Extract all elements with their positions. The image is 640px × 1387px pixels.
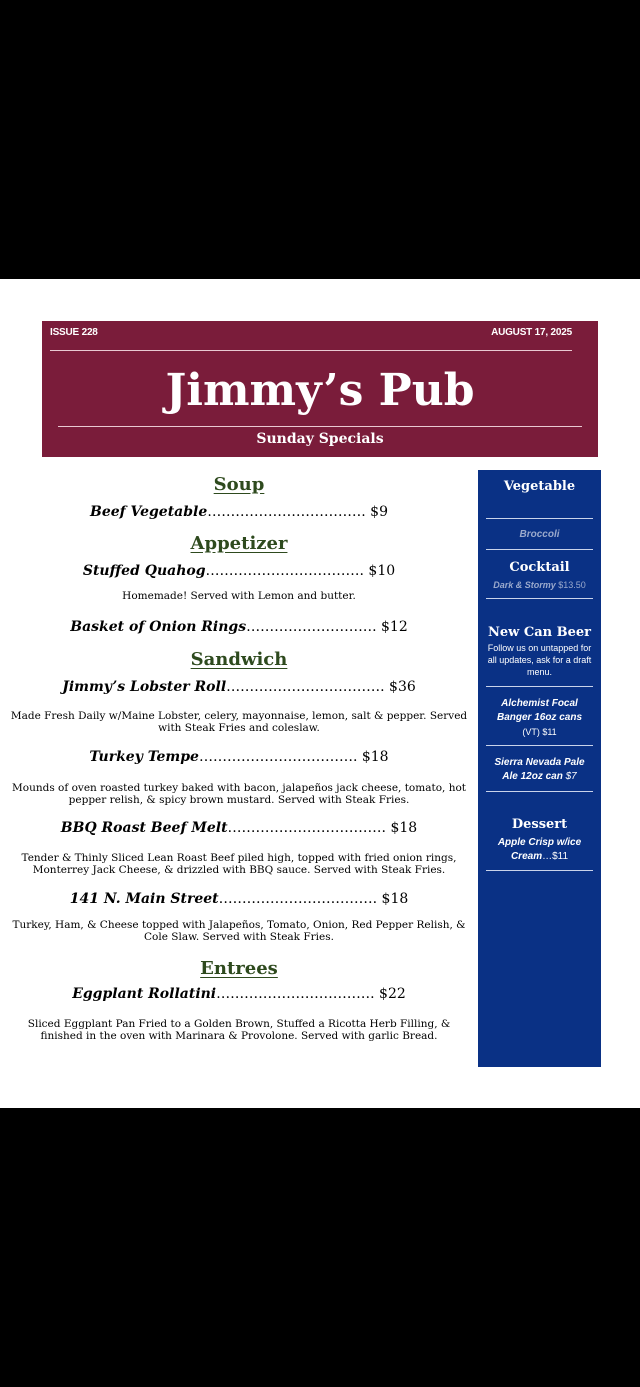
item-leader: ……………………………. (218, 891, 378, 907)
issue-number: ISSUE 228 (50, 327, 98, 338)
menu-item (0, 891, 478, 907)
sidebar-divider (486, 549, 593, 550)
section-title-entrees: Entrees (200, 958, 278, 979)
sidebar-title-cocktail: Cocktail (509, 560, 570, 575)
item-name: Jimmy’s Lobster Roll (62, 679, 227, 695)
sidebar-title-vegetable: Vegetable (503, 479, 576, 494)
beer-2-name: Sierra Nevada Pale Ale 12oz can (494, 757, 585, 782)
menu-item (0, 986, 478, 1002)
item-price: $36 (389, 679, 416, 695)
item-name: Beef Vegetable (89, 504, 208, 520)
beer-2-price: $7 (565, 771, 577, 782)
item-name: BBQ Roast Beef Melt (60, 820, 228, 836)
item-leader: ……………………………. (205, 563, 364, 579)
section-title-sandwich: Sandwich (190, 649, 288, 670)
item-leader: ……………………………. (216, 986, 375, 1002)
cocktail-name: Dark & Stormy (493, 580, 556, 590)
item-name: Basket of Onion Rings (70, 619, 247, 635)
header-banner (42, 321, 598, 457)
item-name: Eggplant Rollatini (72, 986, 217, 1002)
item-price: $12 (381, 619, 408, 635)
menu-item (0, 504, 478, 520)
beer-1-name: Alchemist Focal Banger 16oz cans (496, 698, 583, 723)
item-description: Made Fresh Daily w/Maine Lobster, celery, mayonnaise, lemon, salt & pepper. Served with Steak Fries and coleslaw. (10, 710, 468, 734)
vegetable-item: Broccoli (519, 529, 560, 540)
beer-1-detail: (VT) $11 (522, 727, 557, 737)
pub-title: Jimmy’s Pub (165, 365, 475, 416)
item-leader: ……………………………. (226, 679, 385, 695)
item-description: Turkey, Ham, & Cheese topped with Jalapeños, Tomato, Onion, Red Pepper Relish, & Cole Slaw. Served with Steak Fries. (12, 919, 466, 943)
item-leader: ……………………………. (227, 820, 386, 836)
menu-item (0, 563, 478, 579)
item-price: $18 (361, 749, 389, 765)
section-title-soup: Soup (213, 474, 265, 495)
specials-sidebar (478, 470, 601, 1067)
item-leader: ………………………. (246, 619, 377, 635)
item-price: $18 (390, 820, 418, 836)
menu-item (0, 619, 478, 635)
item-price: $10 (368, 563, 396, 579)
beer-2 (488, 756, 591, 784)
sidebar-divider (486, 745, 593, 746)
section-title-appetizer: Appetizer (190, 533, 288, 554)
issue-date: AUGUST 17, 2025 (491, 327, 572, 338)
menu-item (0, 820, 478, 836)
dessert-name: Apple Crisp w/ice Cream (497, 837, 582, 862)
menu-item (0, 749, 478, 765)
sidebar-divider (486, 518, 593, 519)
sidebar-divider (486, 870, 593, 871)
item-leader: ……………………………. (198, 749, 358, 765)
item-description: Homemade! Served with Lemon and butter. (122, 590, 356, 602)
item-price: $22 (379, 986, 406, 1002)
item-price: $18 (381, 891, 409, 907)
sidebar-title-dessert: Dessert (511, 817, 568, 832)
header-divider (50, 350, 572, 351)
dessert-price: …$11 (542, 851, 569, 862)
cocktail-price: $13.50 (558, 580, 586, 590)
item-description: Mounds of oven roasted turkey baked with bacon, jalapeños jack cheese, tomato, hot pepper relish, & spicy brown mustard. Served with Steak Fries. (12, 782, 466, 806)
header-divider (58, 426, 582, 427)
item-price: $9 (370, 504, 388, 520)
item-name: Stuffed Quahog (82, 563, 206, 579)
item-name: Turkey Tempe (89, 749, 199, 765)
page-subtitle: Sunday Specials (256, 431, 384, 447)
sidebar-title-beer: New Can Beer (488, 625, 591, 640)
item-name: 141 N. Main Street (69, 891, 219, 907)
item-leader: ……………………………. (207, 504, 366, 520)
item-description: Tender & Thinly Sliced Lean Roast Beef piled high, topped with fried onion rings, Monterrey Jack Cheese, & drizzled with BBQ sauce. Served with Steak Fries. (21, 852, 457, 876)
sidebar-divider (486, 598, 593, 599)
beer-note: Follow us on untapped for all updates, ask for a draft menu. (487, 643, 592, 677)
menu-item (0, 679, 478, 695)
sidebar-divider (486, 791, 593, 792)
menu-page (0, 279, 640, 1108)
item-description: Sliced Eggplant Pan Fried to a Golden Brown, Stuffed a Ricotta Herb Filling, & finished in the oven with Marinara & Provolone. Served with garlic Bread. (27, 1018, 451, 1042)
dessert-item (488, 836, 591, 864)
sidebar-divider (486, 686, 593, 687)
cocktail-item (478, 579, 601, 591)
